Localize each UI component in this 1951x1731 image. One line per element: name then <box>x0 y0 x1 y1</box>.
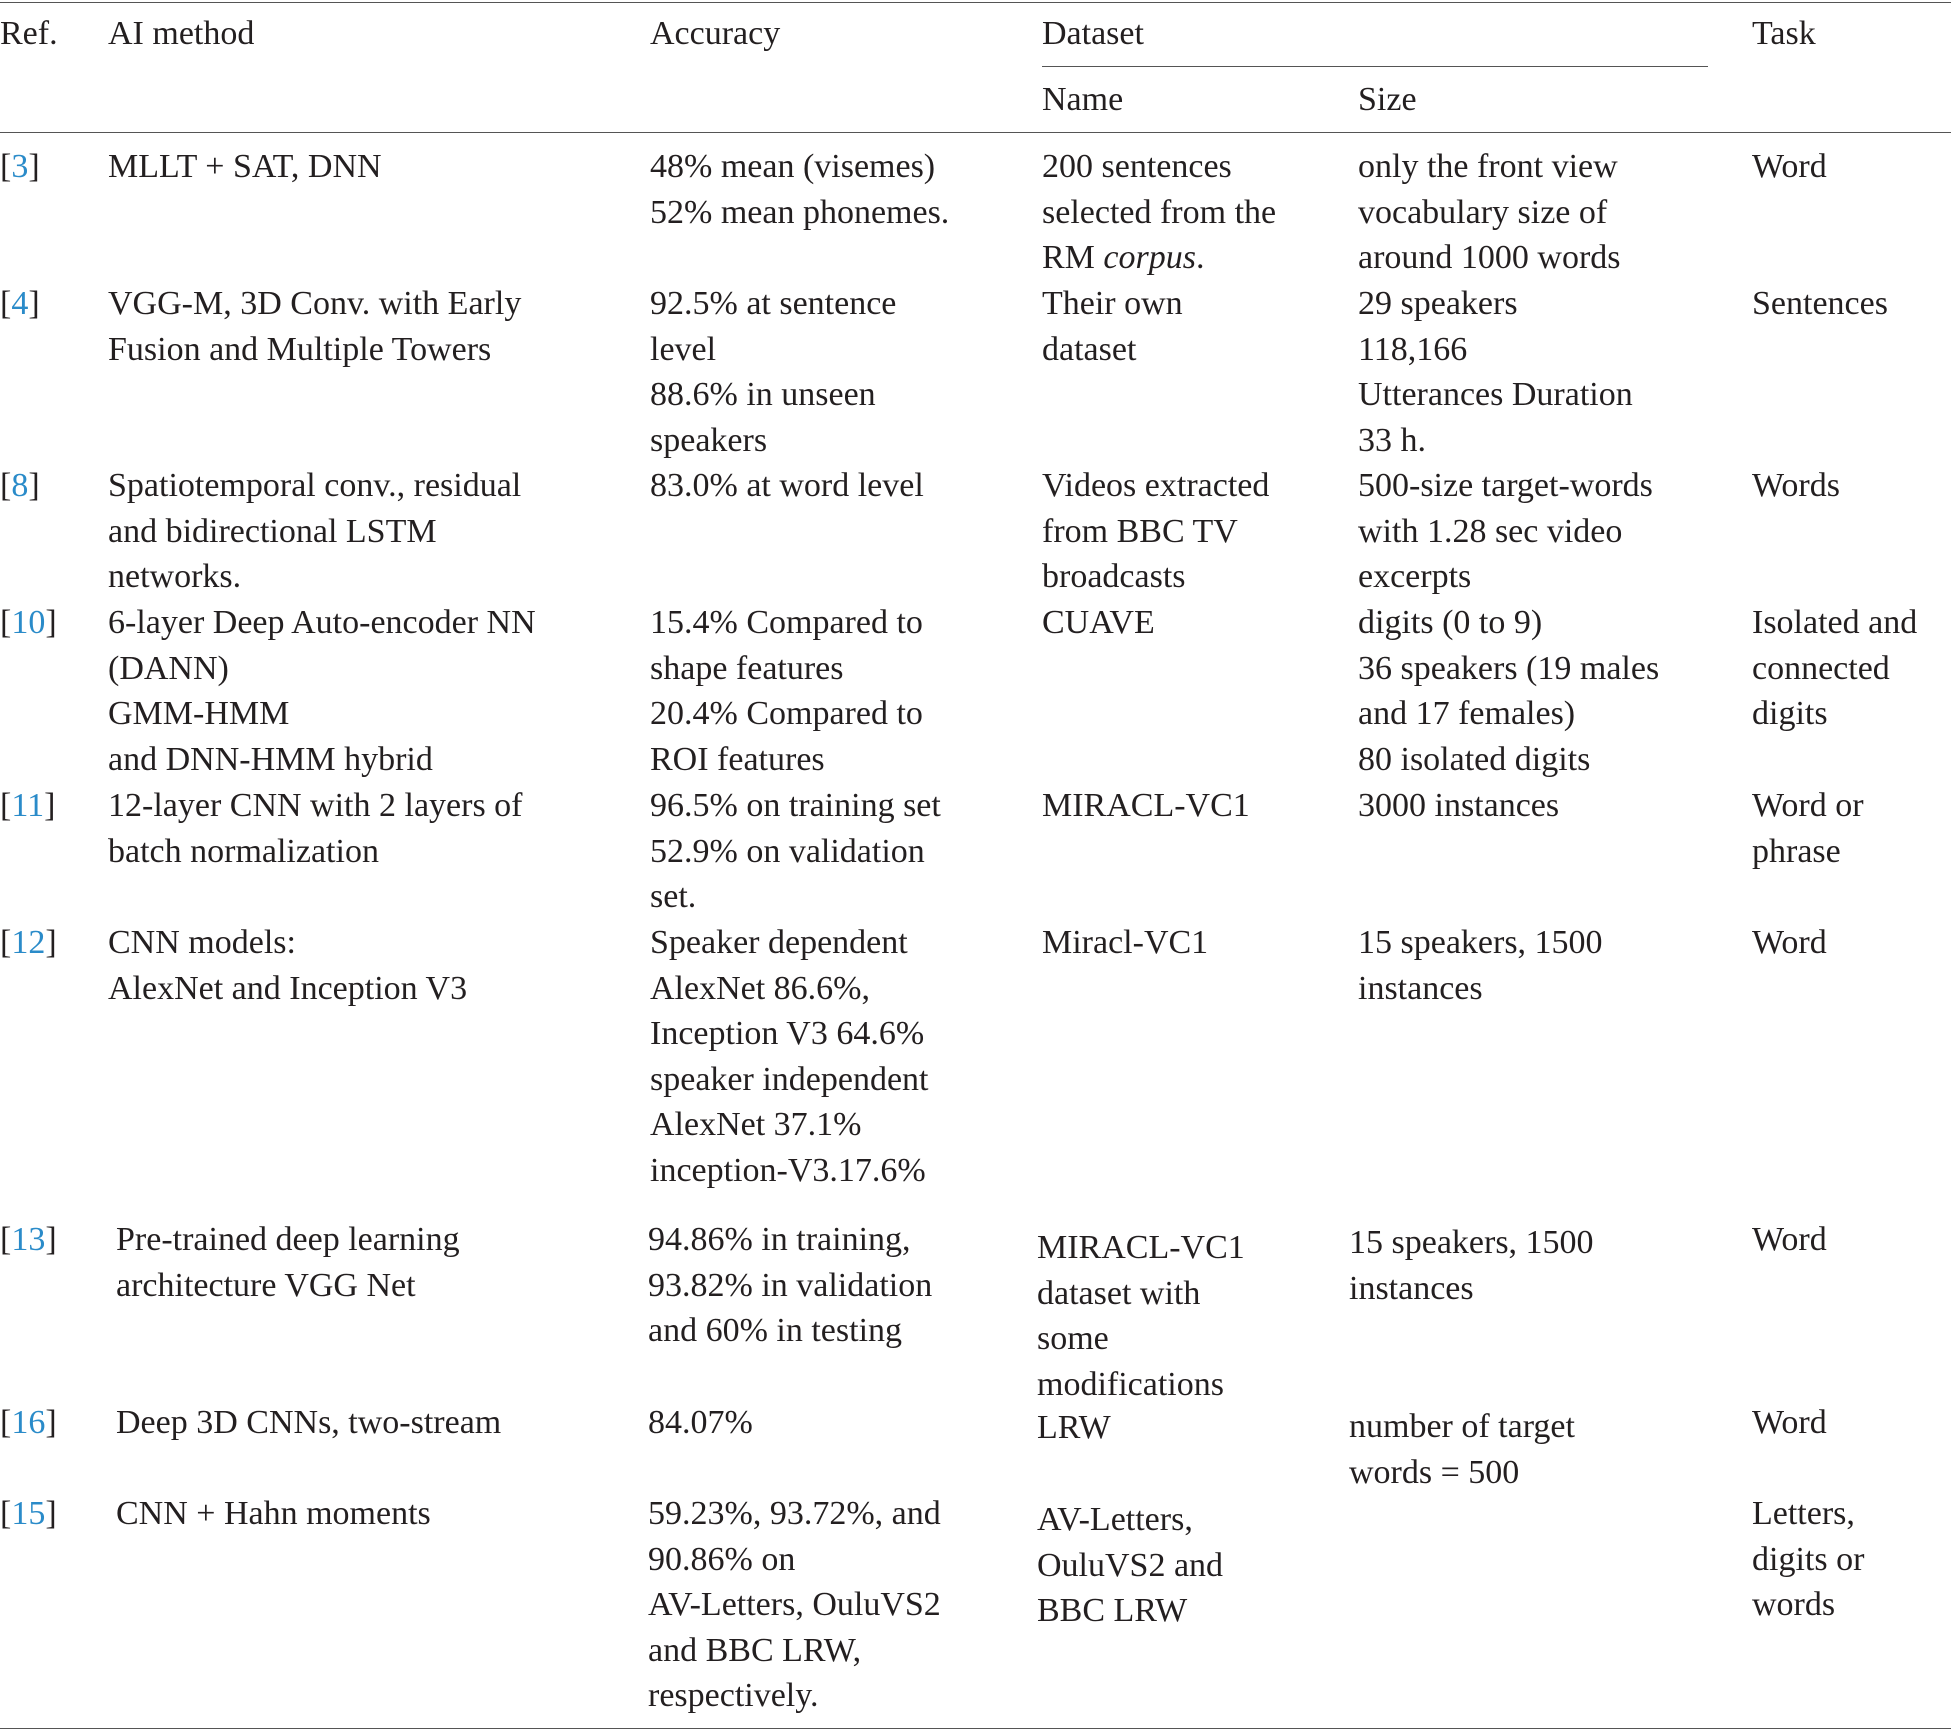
row-5-ref[interactable]: [11] <box>0 787 56 824</box>
row-6-ref[interactable]: [12] <box>0 924 57 961</box>
row-4-dataset-size: digits (0 to 9) 36 speakers (19 males and 17 females) 80 isolated digits <box>1358 604 1660 778</box>
row-6-task: Word <box>1752 924 1827 961</box>
row-3-dataset-name: Videos extracted from BBC TV broadcasts <box>1042 467 1270 596</box>
row-8-dataset-size: number of target words = 500 <box>1349 1408 1575 1491</box>
row-3-ref[interactable]: [8] <box>0 467 40 504</box>
row-2-accuracy: 92.5% at sentence level 88.6% in unseen speakers <box>650 285 897 459</box>
row-9-task: Letters, digits or words <box>1752 1495 1865 1624</box>
row-9-accuracy: 59.23%, 93.72%, and 90.86% on AV-Letters, OuluVS2 and BBC LRW, respectively. <box>648 1495 941 1715</box>
row-8-ref[interactable]: [16] <box>0 1404 57 1441</box>
row-2-dataset-size: 29 speakers 118,166 Utterances Duration 33 h. <box>1358 285 1633 459</box>
row-1-ref[interactable]: [3] <box>0 148 40 185</box>
row-7-task: Word <box>1752 1221 1827 1258</box>
row-1-task: Word <box>1752 148 1827 185</box>
row-6-dataset-name: Miracl-VC1 <box>1042 924 1209 961</box>
dataset-name-suffix: . <box>1195 239 1205 277</box>
header-dataset-name: Name <box>1042 81 1124 118</box>
ref-link[interactable]: 12 <box>11 924 46 961</box>
row-5-task: Word or phrase <box>1752 787 1864 870</box>
ref-link[interactable]: 11 <box>11 787 45 824</box>
row-1-dataset-size: only the front view vocabulary size of around 1000 words <box>1358 148 1621 277</box>
header-ref: Ref. <box>0 15 58 52</box>
row-7-ref[interactable]: [13] <box>0 1221 57 1258</box>
row-4-ref[interactable]: [10] <box>0 604 57 641</box>
ref-link[interactable]: 16 <box>11 1404 46 1441</box>
row-2-dataset-name: Their own dataset <box>1042 285 1183 368</box>
row-3-dataset-size: 500-size target-words with 1.28 sec video excerpts <box>1358 467 1653 596</box>
row-5-dataset-name: MIRACL-VC1 <box>1042 787 1250 824</box>
row-2-ref[interactable]: [4] <box>0 285 40 322</box>
header-accuracy: Accuracy <box>650 15 781 52</box>
row-1-dataset-name <box>1042 144 1276 281</box>
dataset-name-text: 200 sentences selected from the RM <box>1042 148 1277 277</box>
row-9-dataset-name: AV-Letters, OuluVS2 and BBC LRW <box>1037 1501 1224 1630</box>
ref-link[interactable]: 3 <box>11 148 29 185</box>
row-5-method: 12-layer CNN with 2 layers of batch normalization <box>108 787 523 870</box>
row-4-method: 6-layer Deep Auto-encoder NN (DANN) GMM-HMM and DNN-HMM hybrid <box>108 604 536 778</box>
table-bottom-rule <box>0 1728 1951 1729</box>
row-8-method: Deep 3D CNNs, two-stream <box>116 1404 502 1441</box>
row-4-accuracy: 15.4% Compared to shape features 20.4% Compared to ROI features <box>650 604 923 778</box>
dataset-group-rule <box>1042 66 1708 67</box>
row-9-method: CNN + Hahn moments <box>116 1495 431 1532</box>
row-8-task: Word <box>1752 1404 1827 1441</box>
ref-link[interactable]: 8 <box>11 467 29 504</box>
row-1-accuracy: 48% mean (visemes) 52% mean phonemes. <box>650 148 950 231</box>
header-task: Task <box>1752 15 1816 52</box>
ref-link[interactable]: 15 <box>11 1495 46 1532</box>
row-8-dataset-name: LRW <box>1037 1409 1111 1446</box>
row-2-task: Sentences <box>1752 285 1888 322</box>
row-7-accuracy: 94.86% in training, 93.82% in validation and 60% in testing <box>648 1221 933 1350</box>
row-7-dataset-size: 15 speakers, 1500 instances <box>1349 1224 1594 1307</box>
row-3-task: Words <box>1752 467 1840 504</box>
row-7-method: Pre-trained deep learning architecture VGG Net <box>116 1221 460 1304</box>
header-ai-method: AI method <box>108 15 255 52</box>
table-top-rule <box>0 2 1951 3</box>
dataset-name-italic: corpus <box>1103 239 1196 277</box>
row-7-dataset-name: MIRACL-VC1 dataset with some modifications <box>1037 1229 1245 1403</box>
row-9-ref[interactable]: [15] <box>0 1495 57 1532</box>
row-6-accuracy: Speaker dependent AlexNet 86.6%, Inception V3 64.6% speaker independent AlexNet 37.1% inception-V3.17.6% <box>650 924 929 1189</box>
row-2-method: VGG-M, 3D Conv. with Early Fusion and Multiple Towers <box>108 285 522 368</box>
row-8-accuracy: 84.07% <box>648 1404 753 1441</box>
ref-link[interactable]: 13 <box>11 1221 46 1258</box>
ref-link[interactable]: 4 <box>11 285 29 322</box>
header-dataset: Dataset <box>1042 15 1144 52</box>
row-3-method: Spatiotemporal conv., residual and bidirectional LSTM networks. <box>108 467 522 596</box>
row-4-task: Isolated and connected digits <box>1752 604 1918 733</box>
header-bottom-rule <box>0 132 1951 133</box>
row-3-accuracy: 83.0% at word level <box>650 467 924 504</box>
row-5-accuracy: 96.5% on training set 52.9% on validation set. <box>650 787 941 916</box>
row-1-method: MLLT + SAT, DNN <box>108 148 382 185</box>
row-5-dataset-size: 3000 instances <box>1358 787 1560 824</box>
row-6-dataset-size: 15 speakers, 1500 instances <box>1358 924 1603 1007</box>
header-dataset-size: Size <box>1358 81 1417 118</box>
row-6-method: CNN models: AlexNet and Inception V3 <box>108 924 468 1007</box>
ref-link[interactable]: 10 <box>11 604 46 641</box>
row-4-dataset-name: CUAVE <box>1042 604 1155 641</box>
